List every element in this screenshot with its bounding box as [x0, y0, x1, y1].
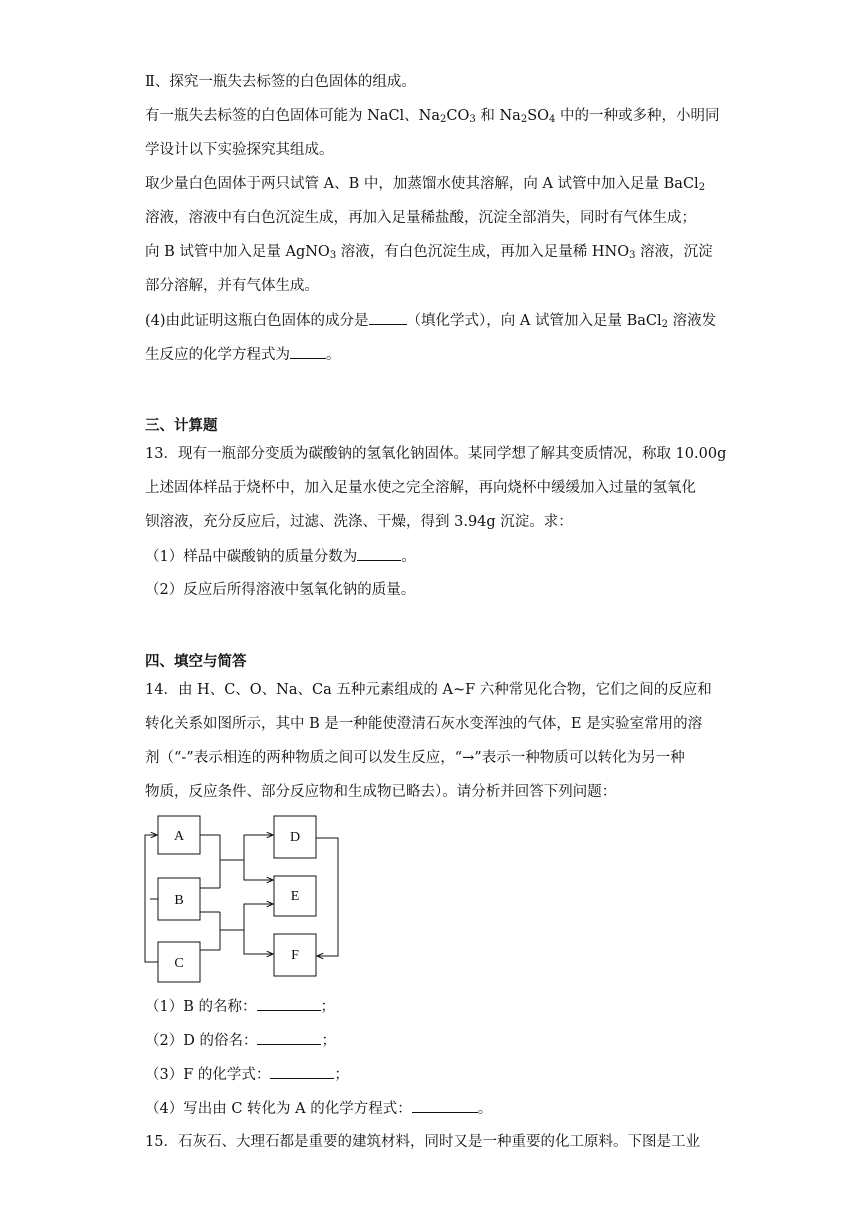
part2-paragraph1-line2: 学设计以下实验探究其组成。: [145, 142, 334, 158]
part2-paragraph2-line3: 向 B 试管中加入足量 AgNO$_3$ 溶液，有白色沉淀生成，再加入足量稀 $HNO_3$ 溶液，沉淀: [145, 244, 713, 261]
part2-paragraph2-line2: 溶液，溶液中有白色沉淀生成，再加入足量稀盐酸，沉淀全部消失，同时有气体生成；: [145, 210, 696, 226]
question-13-line2: 上述固体样品于烧杯中，加入足量水使之完全溶解，再向烧杯中缓缓加入过量的氢氧化: [145, 480, 696, 496]
label-d: D: [289, 830, 301, 845]
arrow-to-f: [244, 930, 273, 954]
label-b: B: [174, 893, 184, 908]
section4-heading: 四、填空与简答: [145, 653, 247, 670]
arrow-d-to-f: [316, 838, 338, 956]
question-14-part3: （3）F 的化学式： ；: [145, 1064, 725, 1085]
label-a: A: [173, 829, 185, 844]
question-13-part2: （2）反应后所得溶液中氢氧化钠的质量。: [145, 582, 416, 598]
label-f: F: [291, 948, 299, 963]
arrow-to-e-upper: [244, 860, 273, 880]
answer-blank[interactable]: [257, 996, 321, 1011]
answer-blank[interactable]: [412, 1098, 478, 1113]
question-4-line1: (4)由此证明这瓶白色固体的成分是 （填化学式），向 A 试管加入足量 BaCl$_2$ 溶液发: [145, 310, 725, 331]
question-14-line4: 物质，反应条件、部分反应物和生成物已略去）。请分析并回答下列问题：: [145, 784, 617, 800]
part2-title: Ⅱ、探究一瓶失去标签的白色固体的组成。: [145, 74, 416, 90]
question-15-line1: 15．石灰石、大理石都是重要的建筑材料，同时又是一种重要的化工原料。下图是工业: [145, 1134, 700, 1150]
answer-blank[interactable]: [290, 344, 326, 359]
question-13-part1: （1）样品中碳酸钠的质量分数为 。: [145, 546, 725, 567]
answer-blank[interactable]: [369, 310, 407, 325]
question-14-part4: （4）写出由 C 转化为 A 的化学方程式： 。: [145, 1098, 725, 1119]
arrow-to-e-lower: [244, 904, 273, 930]
reaction-diagram: [140, 808, 350, 988]
answer-blank[interactable]: [270, 1064, 334, 1079]
question-14-line3: 剂（“-”表示相连的两种物质之间可以发生反应，“→”表示一种物质可以转化为另一种: [145, 750, 685, 766]
answer-blank[interactable]: [257, 1030, 321, 1045]
label-c: C: [174, 956, 184, 971]
question-14-line1: 14．由 H、C、O、Na、Ca 五种元素组成的 A~F 六种常见化合物，它们之间的反应和: [145, 682, 712, 698]
question-4-line2: 生反应的化学方程式为 。: [145, 344, 725, 365]
part2-paragraph2-line1: 取少量白色固体于两只试管 A、B 中，加蒸馏水使其溶解，向 A 试管中加入足量 BaCl$_2$: [145, 176, 706, 193]
label-e: E: [290, 889, 300, 904]
part2-paragraph2-line4: 部分溶解，并有气体生成。: [145, 278, 319, 294]
part2-paragraph1-line1: 有一瓶失去标签的白色固体可能为 NaCl、$Na_2CO_3$ 和 $Na_2SO_4$ 中的一种或多种，小明同: [145, 108, 720, 125]
question-14-line2: 转化关系如图所示，其中 B 是一种能使澄清石灰水变浑浊的气体，E 是实验室常用的溶: [145, 716, 703, 732]
section3-heading: 三、计算题: [145, 417, 218, 434]
question-13-line3: 钡溶液，充分反应后，过滤、洗涤、干燥，得到 3.94g 沉淀。求：: [145, 514, 573, 530]
question-13-line1: 13．现有一瓶部分变质为碳酸钠的氢氧化钠固体。某同学想了解其变质情况，称取 10.00g: [145, 446, 727, 462]
question-14-part1: （1）B 的名称： ；: [145, 996, 725, 1017]
bracket-ab-mid: [220, 835, 244, 860]
answer-blank[interactable]: [357, 546, 401, 561]
question-14-part2: （2）D 的俗名： ；: [145, 1030, 725, 1051]
